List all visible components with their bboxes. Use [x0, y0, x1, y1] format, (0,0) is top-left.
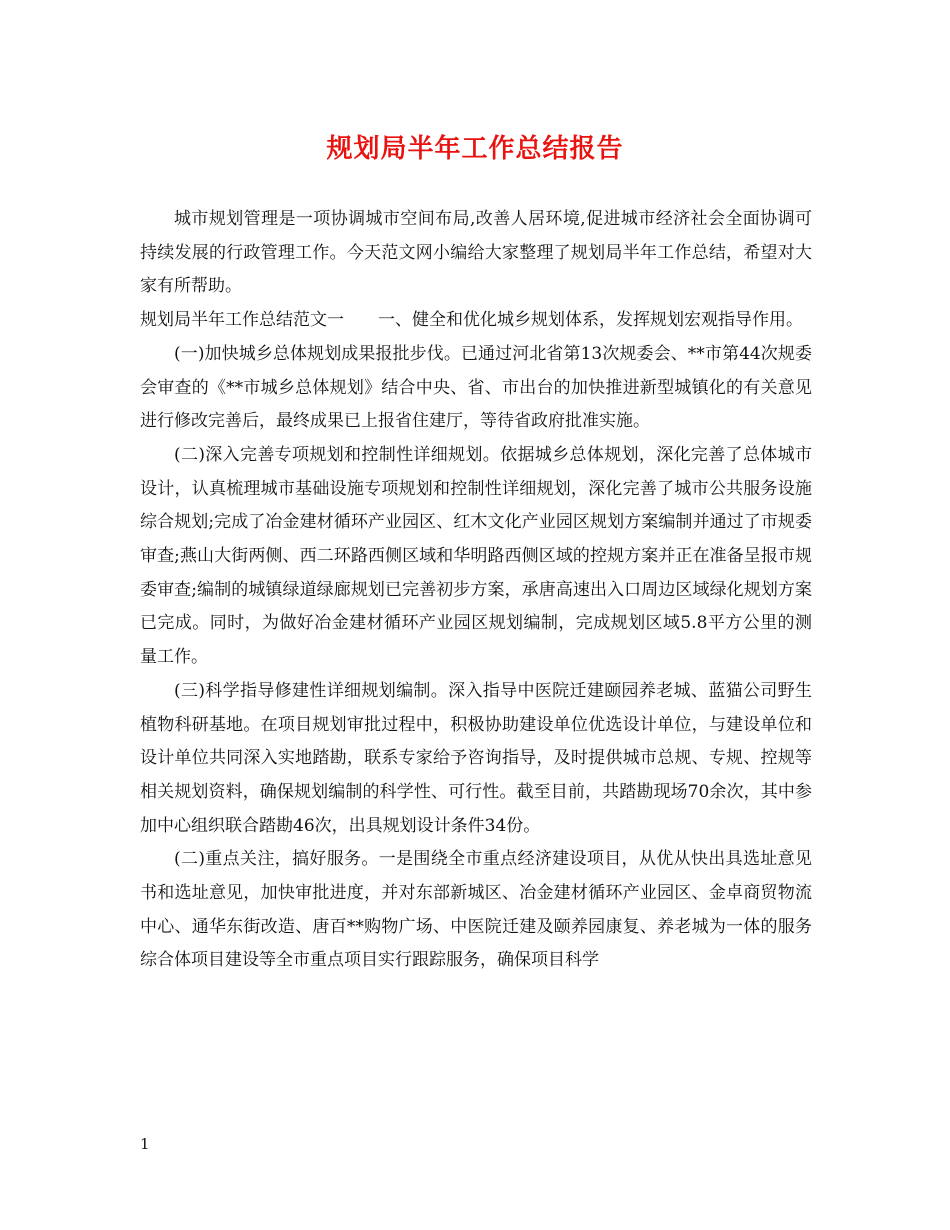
paragraph-item-2: (二)深入完善专项规划和控制性详细规划。依据城乡总体规划，深化完善了总体城市设计，认真梳理城市基础设施专项规划和控制性详细规划，深化完善了城市公共服务设施综合规划;完成了冶金建材循环产业园区、红木文化产业园区规划方案编制并通过了市规委审查;燕山大街两侧、西二环路西侧区域和华明路西侧区域的控规方案并正在准备呈报市规委审查;编制的城镇绿道绿廊规划已完善初步方案，承唐高速出入口周边区域绿化规划方案已完成。同时，为做好冶金建材循环产业园区规划编制，完成规划区域5.8平方公里的测量工作。: [140, 444, 812, 668]
page-number: 1: [140, 1135, 150, 1153]
document-title: 规划局半年工作总结报告: [326, 134, 624, 164]
paragraph-item-1: (一)加快城乡总体规划成果报批步伐。已通过河北省第13次规委会、**市第44次规委会审查的《**市城乡总体规划》结合中央、省、市出台的加快推进新型城镇化的有关意见进行修改完善后，最终成果已上报省住建厅，等待省政府批准实施。: [140, 343, 812, 432]
paragraph-item-4: (二)重点关注，搞好服务。一是围绕全市重点经济建设项目，从优从快出具选址意见书和选址意见，加快审批进度，并对东部新城区、冶金建材循环产业园区、金卓商贸物流中心、通华东街改造、唐百**购物广场、中医院迁建及颐养园康复、养老城为一体的服务综合体项目建设等全市重点项目实行跟踪服务，确保项目科学: [140, 849, 812, 971]
paragraph-section-heading: 规划局半年工作总结范文一 一、健全和优化城乡规划体系，发挥规划宏观指导作用。: [140, 310, 803, 331]
paragraph-item-3: (三)科学指导修建性详细规划编制。深入指导中医院迁建颐园养老城、蓝猫公司野生植物科研基地。在项目规划审批过程中，积极协助建设单位优选设计单位，与建设单位和设计单位共同深入实地踏勘，联系专家给予咨询指导，及时提供城市总规、专规、控规等相关规划资料，确保规划编制的科学性、可行性。截至目前，共踏勘现场70余次，其中参加中心组织联合踏勘46次，出具规划设计条件34份。: [140, 680, 812, 836]
document-body: [140, 203, 812, 978]
paragraph-intro: 城市规划管理是一项协调城市空间布局,改善人居环境,促进城市经济社会全面协调可持续发展的行政管理工作。今天范文网小编给大家整理了规划局半年工作总结，希望对大家有所帮助。: [140, 209, 812, 297]
